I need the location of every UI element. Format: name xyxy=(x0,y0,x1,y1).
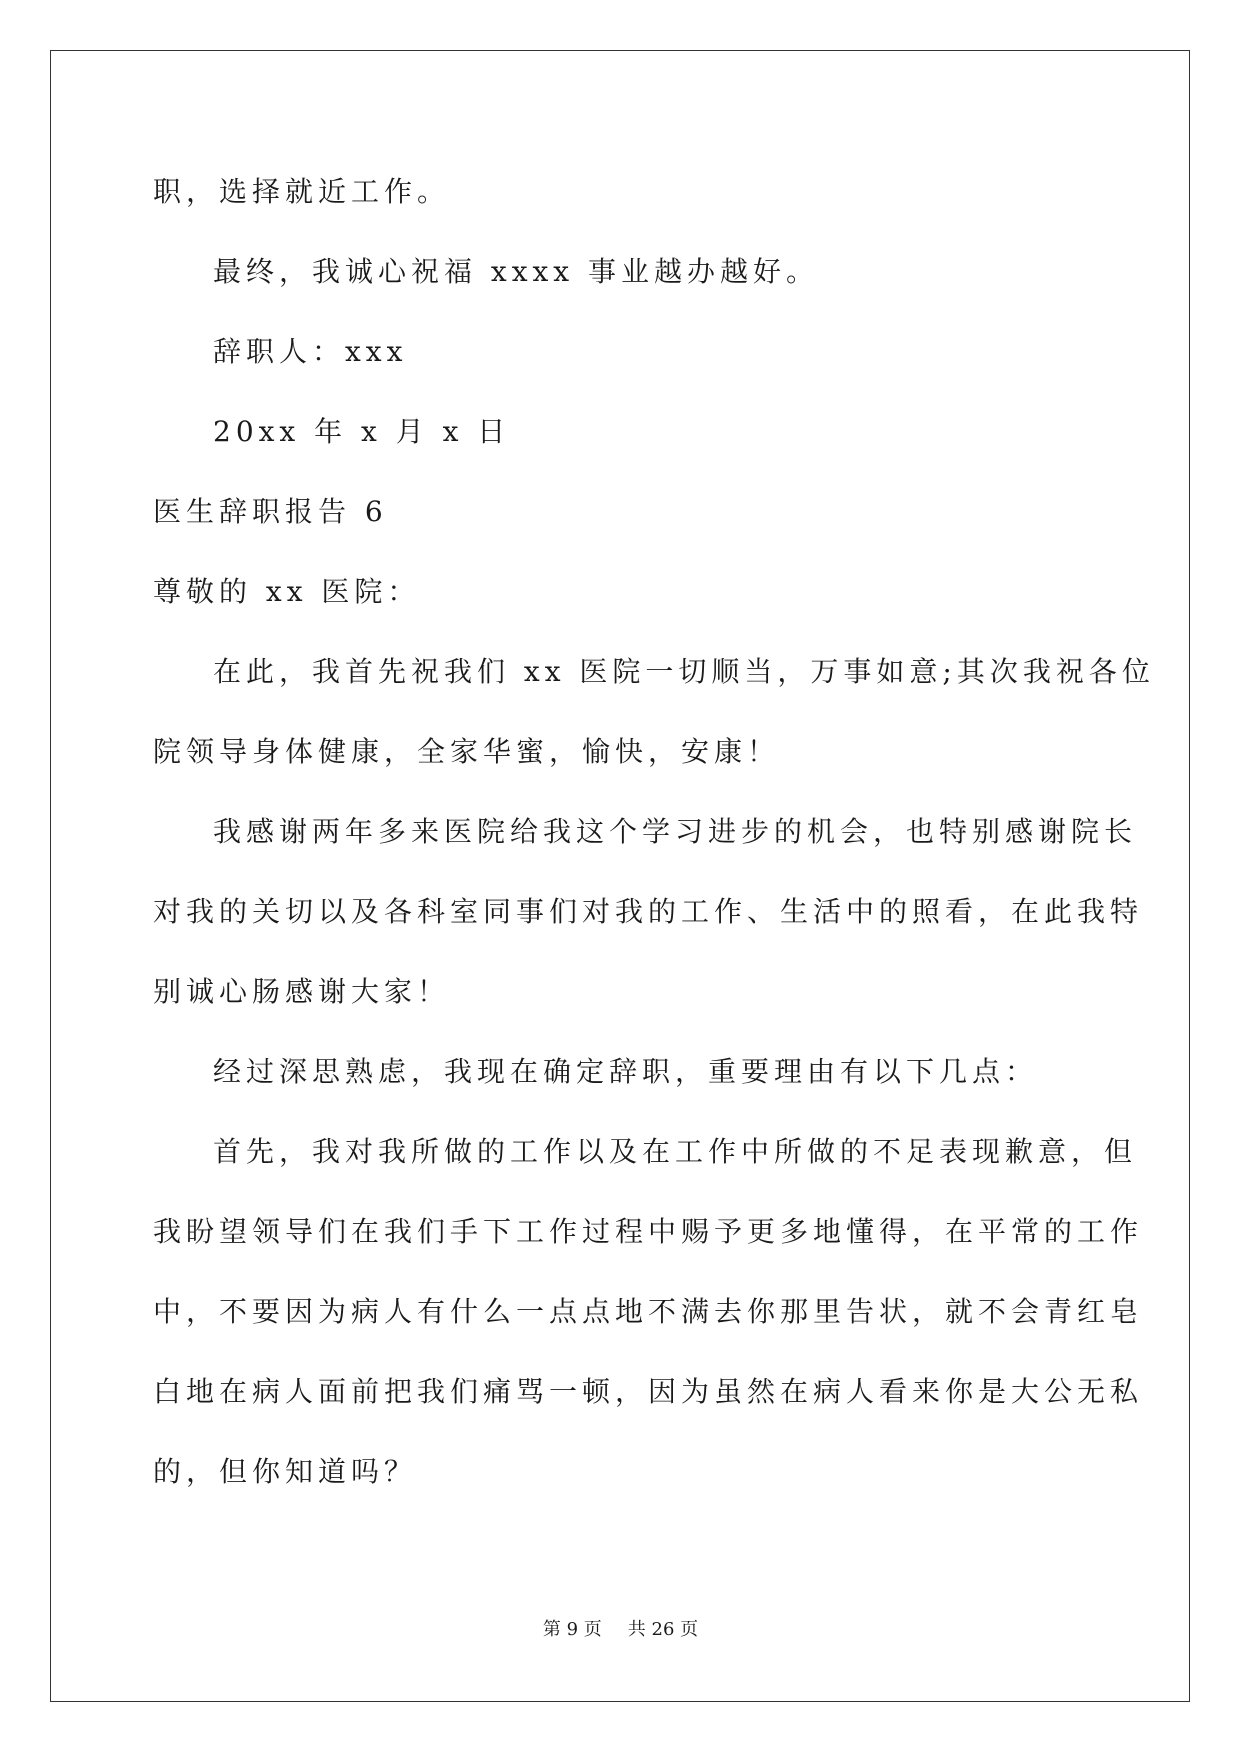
section-title: 医生辞职报告 6 xyxy=(153,495,388,528)
paragraph-line: 我感谢两年多来医院给我这个学习进步的机会，也特别感谢院长 xyxy=(213,815,1138,848)
date-line: 20xx 年 x 月 x 日 xyxy=(213,415,511,448)
paragraph-line: 我盼望领导们在我们手下工作过程中赐予更多地懂得，在平常的工作 xyxy=(153,1215,1144,1248)
page-number: 第 9 页 xyxy=(542,1619,602,1640)
total-pages: 共 26 页 xyxy=(627,1619,699,1640)
paragraph-line: 在此，我首先祝我们 xx 医院一切顺当，万事如意;其次我祝各位 xyxy=(213,655,1155,688)
paragraph-line: 最终，我诚心祝福 xxxx 事业越办越好。 xyxy=(213,255,819,288)
salutation: 尊敬的 xx 医院： xyxy=(153,575,421,608)
paragraph-line: 的，但你知道吗？ xyxy=(153,1455,418,1488)
paragraph-line: 白地在病人面前把我们痛骂一顿，因为虽然在病人看来你是大公无私 xyxy=(153,1375,1144,1408)
paragraph-line: 职，选择就近工作。 xyxy=(153,175,451,208)
page-footer xyxy=(0,1615,1241,1641)
paragraph-line: 对我的关切以及各科室同事们对我的工作、生活中的照看，在此我特 xyxy=(153,895,1144,928)
paragraph-line: 别诚心肠感谢大家！ xyxy=(153,975,451,1008)
paragraph-line: 中，不要因为病人有什么一点点地不满去你那里告状，就不会青红皂 xyxy=(153,1295,1144,1328)
paragraph-line: 院领导身体健康，全家华蜜，愉快，安康！ xyxy=(153,735,781,768)
paragraph-line: 首先，我对我所做的工作以及在工作中所做的不足表现歉意，但 xyxy=(213,1135,1138,1168)
signature-line: 辞职人：xxx xyxy=(213,335,408,368)
paragraph-line: 经过深思熟虑，我现在确定辞职，重要理由有以下几点： xyxy=(213,1055,1039,1088)
